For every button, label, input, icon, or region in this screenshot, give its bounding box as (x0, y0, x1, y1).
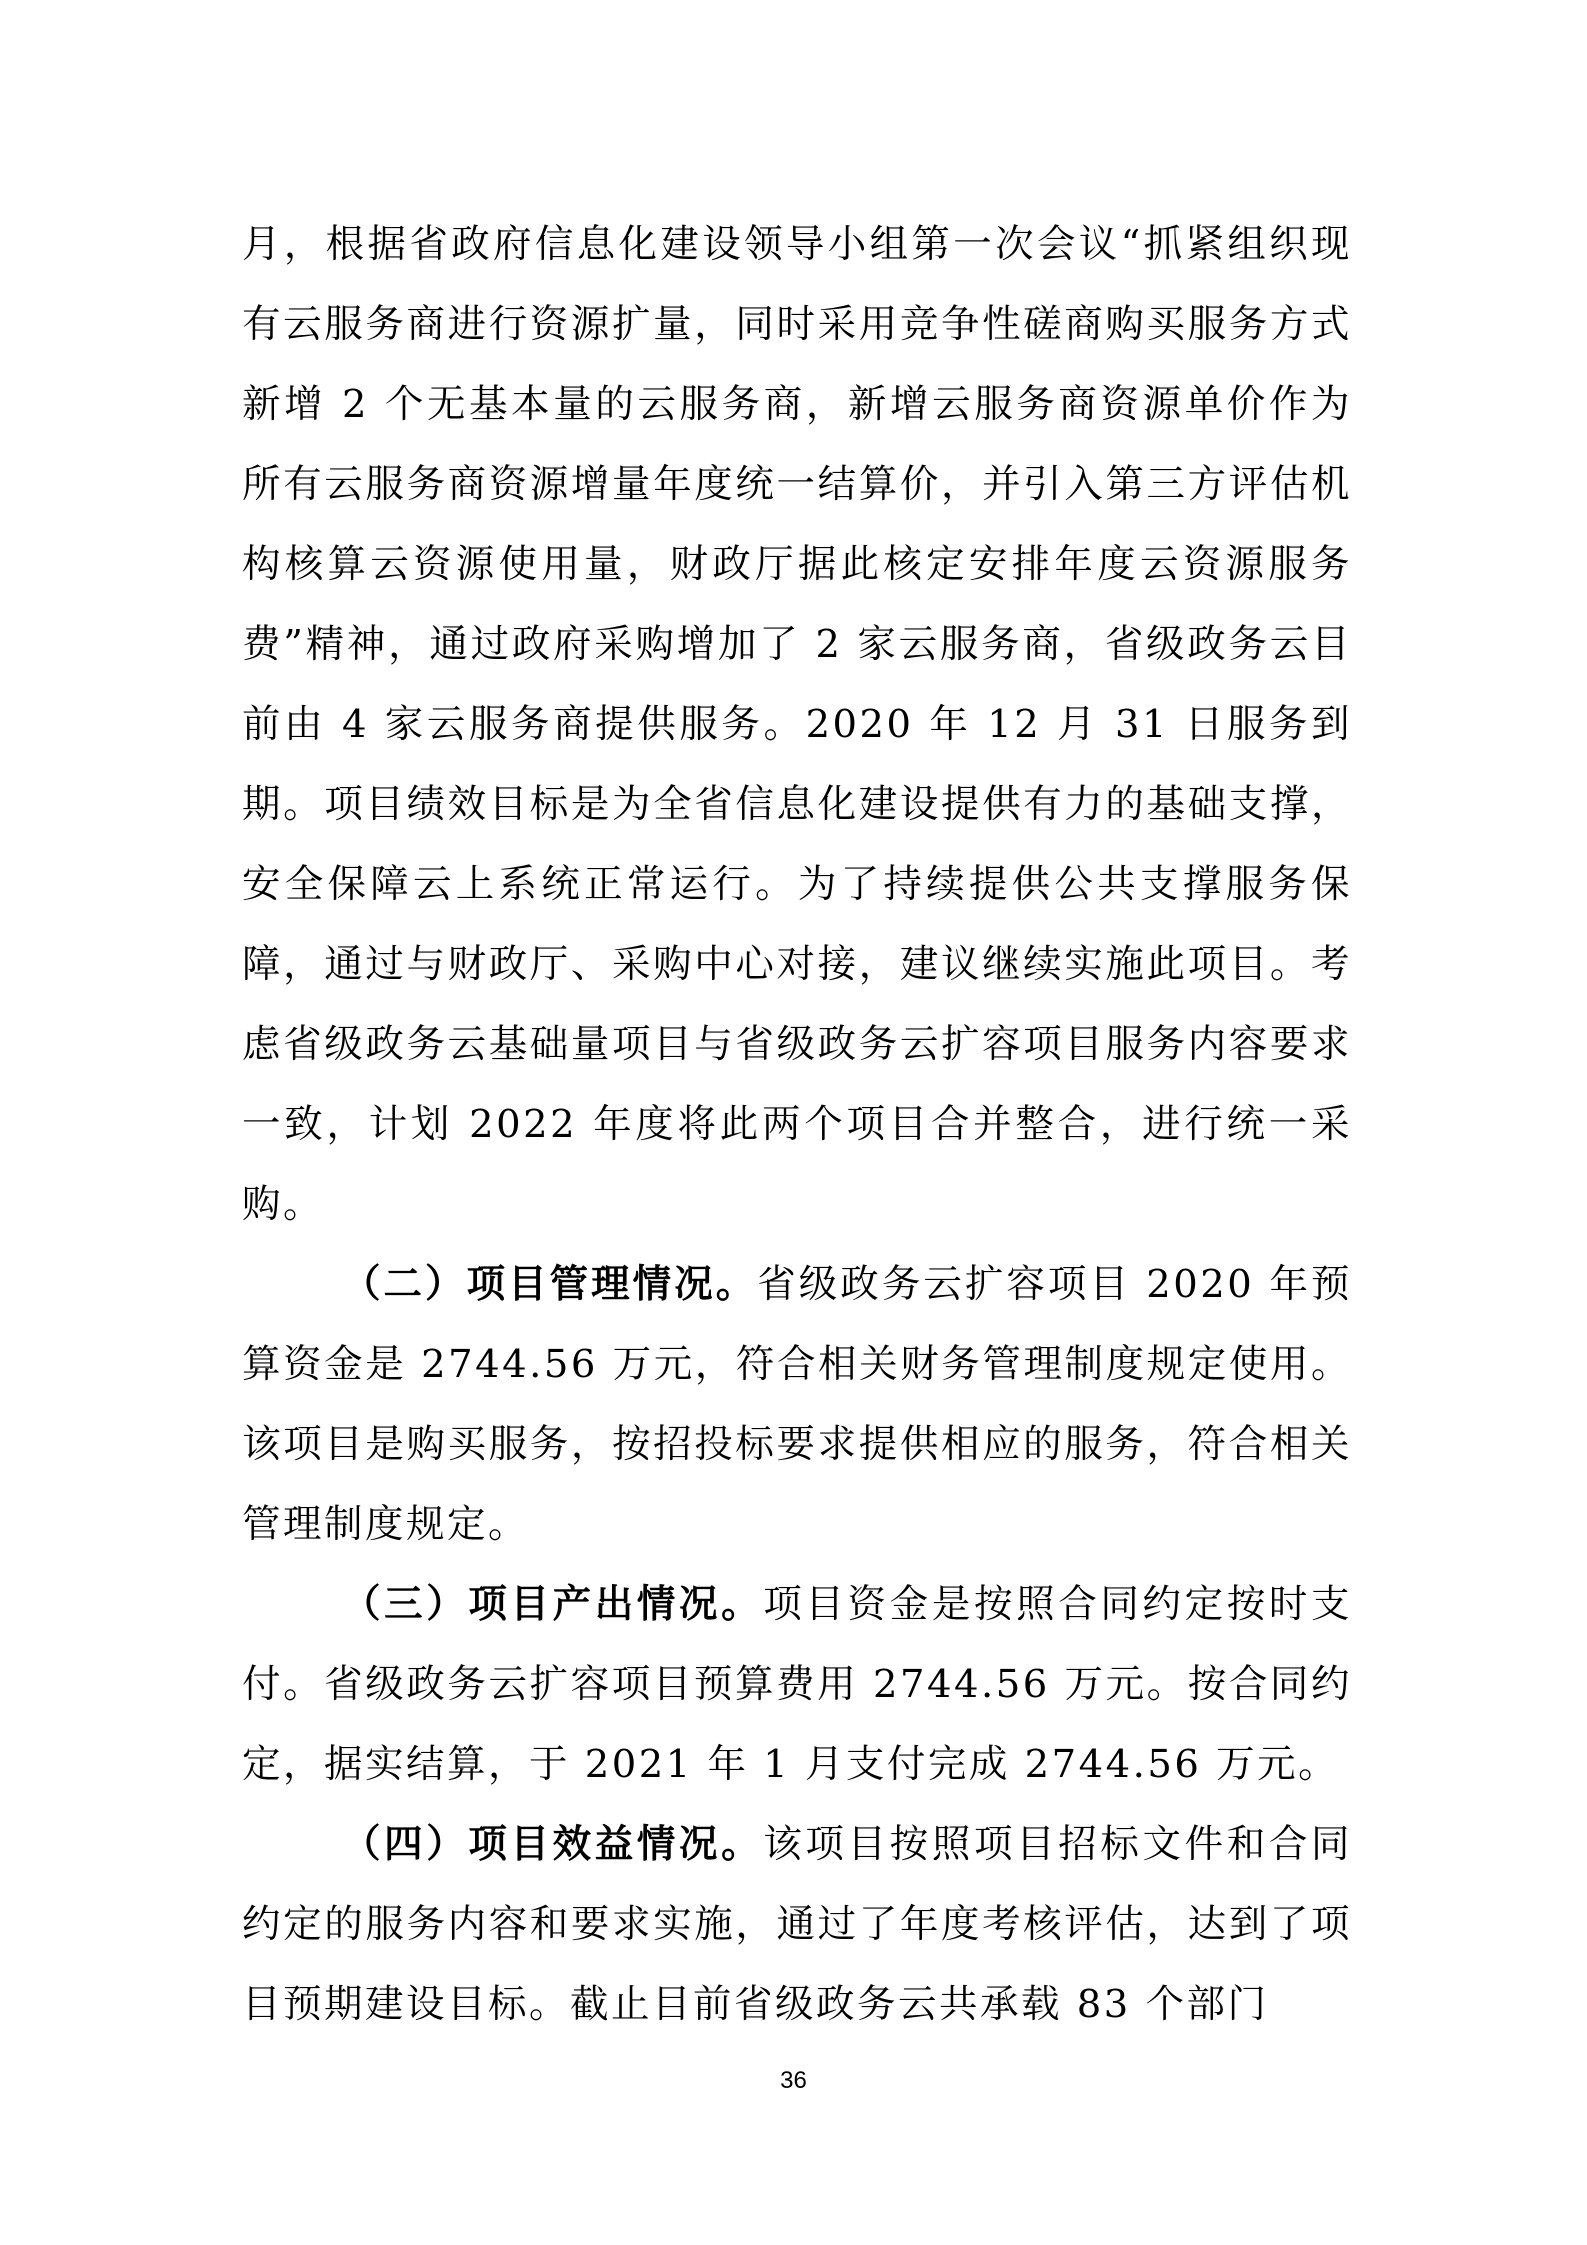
paragraph-text: 月，根据省政府信息化建设领导小组第一次会议“抓紧组织现有云服务商进行资源扩量，同时采用竞争性磋商购买服务方式新增 2 个无基本量的云服务商，新增云服务商资源单价作为所有云服务商资源增量年度统一结算价，并引入第三方评估机构核算云资源使用量，财政厅据此核定安排年度云资源服务费”精神，通过政府采购增加了 2 家云服务商，省级政务云目前由 4 家云服务商提供服务。2020 年 12 月 31 日服务到期。项目绩效目标是为全省信息化建设提供有力的基础支撑，安全保障云上系统正常运行。为了持续提供公共支撑服务保障，通过与财政厅、采购中心对接，建议继续实施此项目。考虑省级政务云基础量项目与省级政务云扩容项目服务内容要求一致，计划 2022 年度将此两个项目合并整合，进行统一采购。 (242, 222, 1352, 1227)
section-heading: （三）项目产出情况。 (342, 1582, 764, 1627)
paragraph-project-benefit (242, 1805, 1352, 2045)
paragraph-text: 该项目按照项目招标文件和合同约定的服务内容和要求实施，通过了年度考核评估，达到了项目预期建设目标。截止目前省级政务云共承载 83 个部门 (242, 1822, 1352, 2027)
section-heading: （二）项目管理情况。 (342, 1262, 758, 1307)
paragraph-continuation (242, 205, 1352, 1245)
page-number: 36 (780, 2067, 807, 2094)
body-text (242, 205, 1352, 2045)
paragraph-project-output (242, 1565, 1352, 1805)
paragraph-project-management (242, 1245, 1352, 1565)
paragraph-text: 项目资金是按照合同约定按时支付。省级政务云扩容项目预算费用 2744.56 万元。按合同约定，据实结算，于 2021 年 1 月支付完成 2744.56 万元。 (242, 1582, 1352, 1787)
paragraph-text: 省级政务云扩容项目 2020 年预算资金是 2744.56 万元，符合相关财务管理制度规定使用。该项目是购买服务，按招投标要求提供相应的服务，符合相关管理制度规定。 (242, 1262, 1352, 1547)
section-heading: （四）项目效益情况。 (342, 1822, 764, 1867)
